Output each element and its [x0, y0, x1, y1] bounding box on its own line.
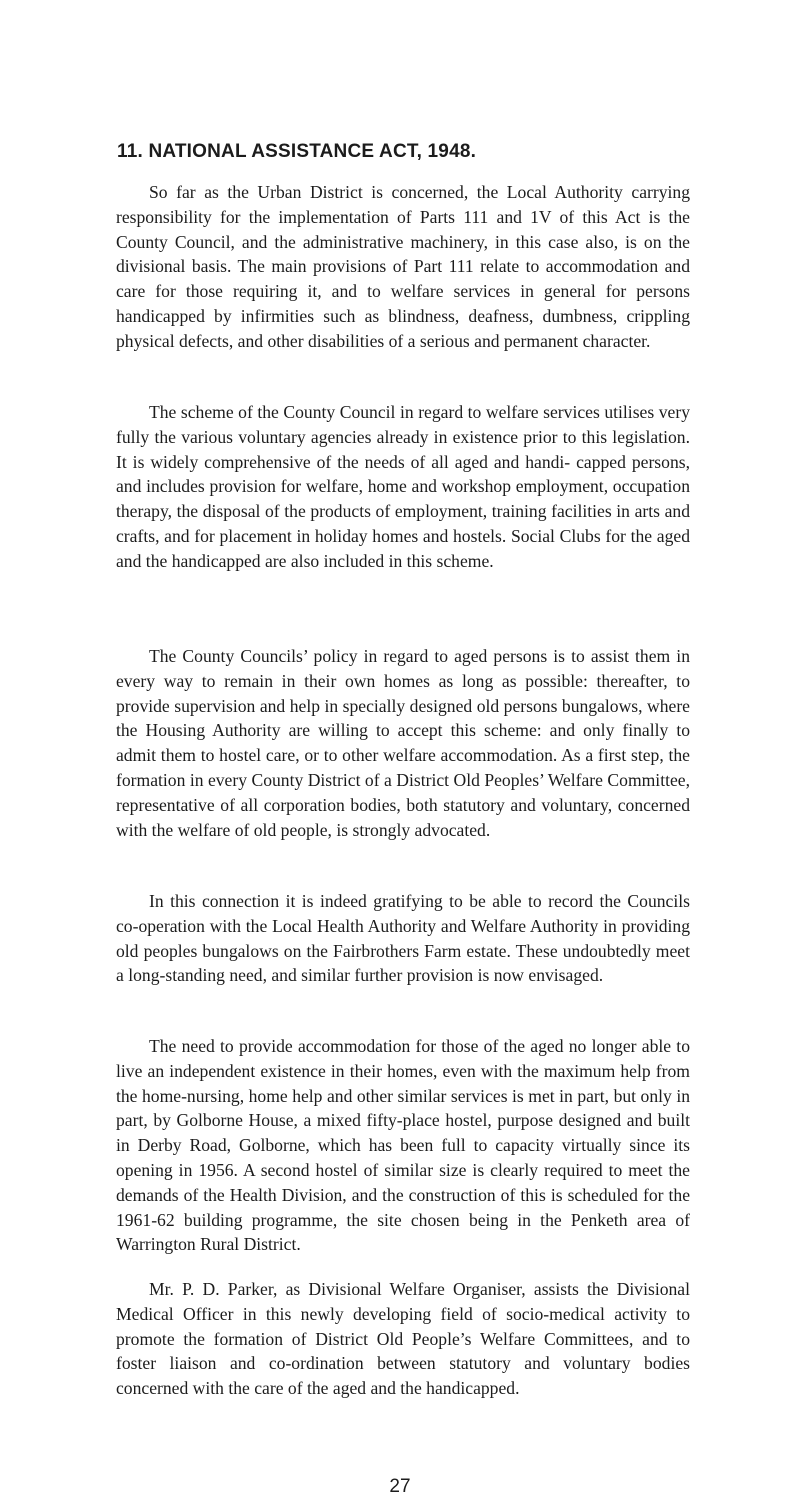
page-number: 27	[389, 1476, 411, 1497]
paragraph-welfare-organiser: Mr. P. D. Parker, as Divisional Welfare Organiser, assists the Divisional Medical Officer in this newly developing field of socio-medical activity to promote the formation of District Old People’s Welfare Committees, and to foster liaison and co-ordination between statutory and voluntary bodies concerned with the care of the aged and the handicapped.	[116, 1279, 690, 1399]
paragraph-bungalows: In this connection it is indeed gratifying to be able to record the Councils co-operation with the Local Health Authority and Welfare Authority in providing old peoples bungalows on the Fairbrothers Farm estate. These undoubtedly meet a long-standing need, and similar further provision is now envisaged.	[116, 891, 690, 986]
paragraph-hostel-accommodation: The need to provide accommodation for those of the aged no longer able to live an independent existence in their homes, even with the maximum help from the home-nursing, home help and other similar services is met in part, but only in part, by Golborne House, a mixed fifty-place hostel, purpose designed and built in Derby Road, Golborne, which has been full to capacity virtually since its opening in 1956. A second hostel of similar size is clearly required to meet the demands of the Health Division, and the construction of this is scheduled for the 1961-62 building programme, the site chosen being in the Penketh area of Warrington Rural District.	[116, 1036, 690, 1255]
section-heading: 11. NATIONAL ASSISTANCE ACT, 1948.	[117, 141, 477, 162]
paragraph-responsibility: So far as the Urban District is concerned, the Local Authority carrying responsibility for the implementation of Parts 111 and 1V of this Act is the County Council, and the administrative machinery, in this case also, is on the divisional basis. The main provisions of Part 111 relate to accommodation and care for those requiring it, and to welfare services in general for persons handicapped by infirmities such as blindness, deafness, dumbness, crippling physical defects, and other disabilities of a serious and permanent character.	[116, 182, 690, 351]
paragraph-welfare-scheme: The scheme of the County Council in regard to welfare services utilises very fully the various voluntary agencies already in existence prior to this legislation. It is widely comprehensive of the needs of all aged and handi- capped persons, and includes provision for welfare, home and workshop employment, occupation therapy, the disposal of the products of employment, training facilities in arts and crafts, and for placement in holiday homes and hostels. Social Clubs for the aged and the handicapped are also included in this scheme.	[116, 402, 690, 571]
paragraph-aged-persons-policy: The County Councils’ policy in regard to aged persons is to assist them in every way to remain in their own homes as long as possible: thereafter, to provide supervision and help in specially designed old persons bungalows, where the Housing Authority are willing to accept this scheme: and only finally to admit them to hostel care, or to other welfare accommodation. As a first step, the formation in every County District of a District Old Peoples’ Welfare Committee, representative of all corporation bodies, both statutory and voluntary, concerned with the welfare of old people, is strongly advocated.	[116, 646, 690, 840]
